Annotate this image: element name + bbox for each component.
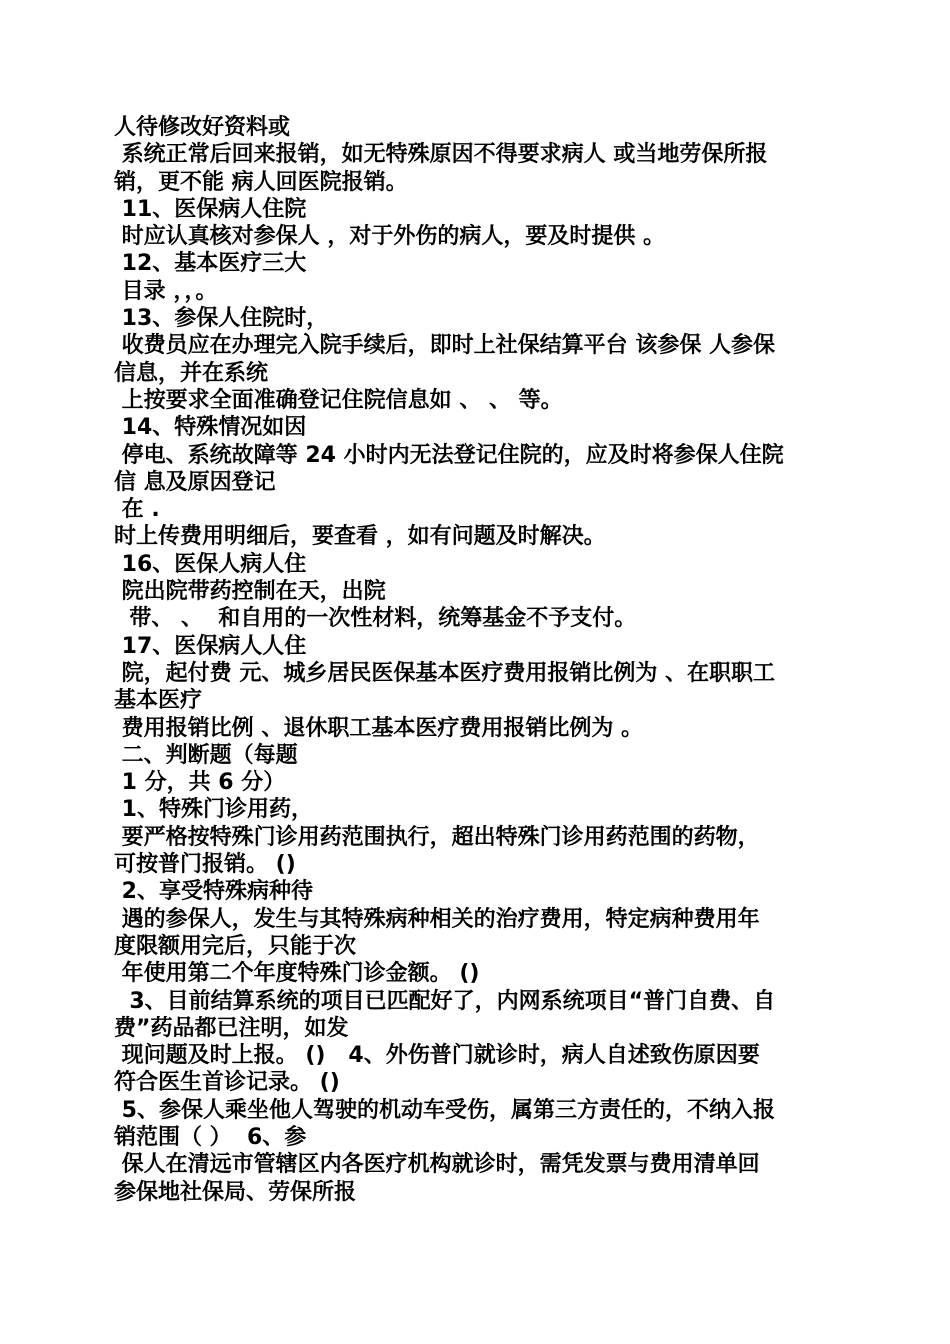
text-line: 11、医保病人住院 (114, 196, 307, 222)
text-line: 5、参保人乘坐他人驾驶的机动车受伤，属第三方责任的，不纳入报 (114, 1097, 775, 1123)
text-line: 销范围（ ） 6、参 (114, 1124, 307, 1150)
text-line: 3、目前结算系统的项目已匹配好了，内网系统项目“普门自费、自 (114, 988, 776, 1014)
text-line: 14、特殊情况如因 (114, 415, 307, 441)
text-line: 收费员应在办理完入院手续后，即时上社保结算平台 该参保 人参保 (114, 333, 775, 359)
text-line: 符合医生首诊记录。 () (114, 1070, 340, 1096)
text-line: 院，起付费 元、城乡居民医保基本医疗费用报销比例为 、在职职工 (114, 660, 775, 686)
text-line: 信息，并在系统 (114, 360, 269, 386)
text-line: 上按要求全面准确登记住院信息如 、 、 等。 (114, 387, 563, 413)
text-line: 1、特殊门诊用药， (114, 797, 313, 823)
text-line: 年使用第二个年度特殊门诊金额。 () (114, 961, 480, 987)
text-line: 二、判断题（每题 (114, 742, 298, 768)
text-line: 现问题及时上报。 () 4、外伤普门就诊时，病人自述致伤原因要 (114, 1043, 760, 1069)
text-line: 时应认真核对参保人 ，对于外伤的病人，要及时提供 。 (114, 224, 665, 250)
text-line: 13、参保人住院时， (114, 306, 329, 332)
text-line: 16、医保人病人住 (114, 551, 307, 577)
text-line: 在 . (114, 497, 160, 523)
text-line: 费”药品都已注明，如发 (114, 1015, 349, 1041)
text-line: 系统正常后回来报销，如无特殊原因不得要求病人 或当地劳保所报 (114, 142, 768, 168)
text-line: 保人在清远市管辖区内各医疗机构就诊时，需凭发票与费用清单回 (114, 1152, 760, 1178)
text-line: 遇的参保人，发生与其特殊病种相关的治疗费用，特定病种费用年 (114, 906, 760, 932)
text-line: 度限额用完后，只能于次 (114, 933, 357, 959)
text-line: 要严格按特殊门诊用药范围执行，超出特殊门诊用药范围的药物， (114, 824, 760, 850)
text-line: 院出院带药控制在天，出院 (114, 579, 386, 605)
text-line: 可按普门报销。 () (114, 852, 296, 878)
text-line: 时上传费用明细后，要查看 ，如有问题及时解决。 (114, 524, 606, 550)
text-line: 人待修改好资料或 (114, 115, 291, 140)
text-line: 12、基本医疗三大 (114, 251, 307, 277)
document-body (114, 114, 836, 1206)
text-line: 目录 ，，。 (114, 278, 218, 304)
text-line: 费用报销比例 、退休职工基本医疗费用报销比例为 。 (114, 715, 643, 741)
text-line: 1 分，共 6 分） (114, 770, 286, 796)
text-line: 信 息及原因登记 (114, 469, 276, 495)
text-line: 带、 、 和自用的一次性材料，统筹基金不予支付。 (114, 606, 637, 632)
text-line: 销，更不能 病人回医院报销。 (114, 169, 408, 195)
text-line: 17、医保病人人住 (114, 633, 307, 659)
text-line: 2、享受特殊病种待 (114, 879, 313, 905)
text-line: 参保地社保局、劳保所报 (114, 1179, 357, 1205)
text-line: 基本医疗 (114, 688, 203, 714)
text-line: 停电、系统故障等 24 小时内无法登记住院的，应及时将参保人住院 (114, 442, 784, 468)
